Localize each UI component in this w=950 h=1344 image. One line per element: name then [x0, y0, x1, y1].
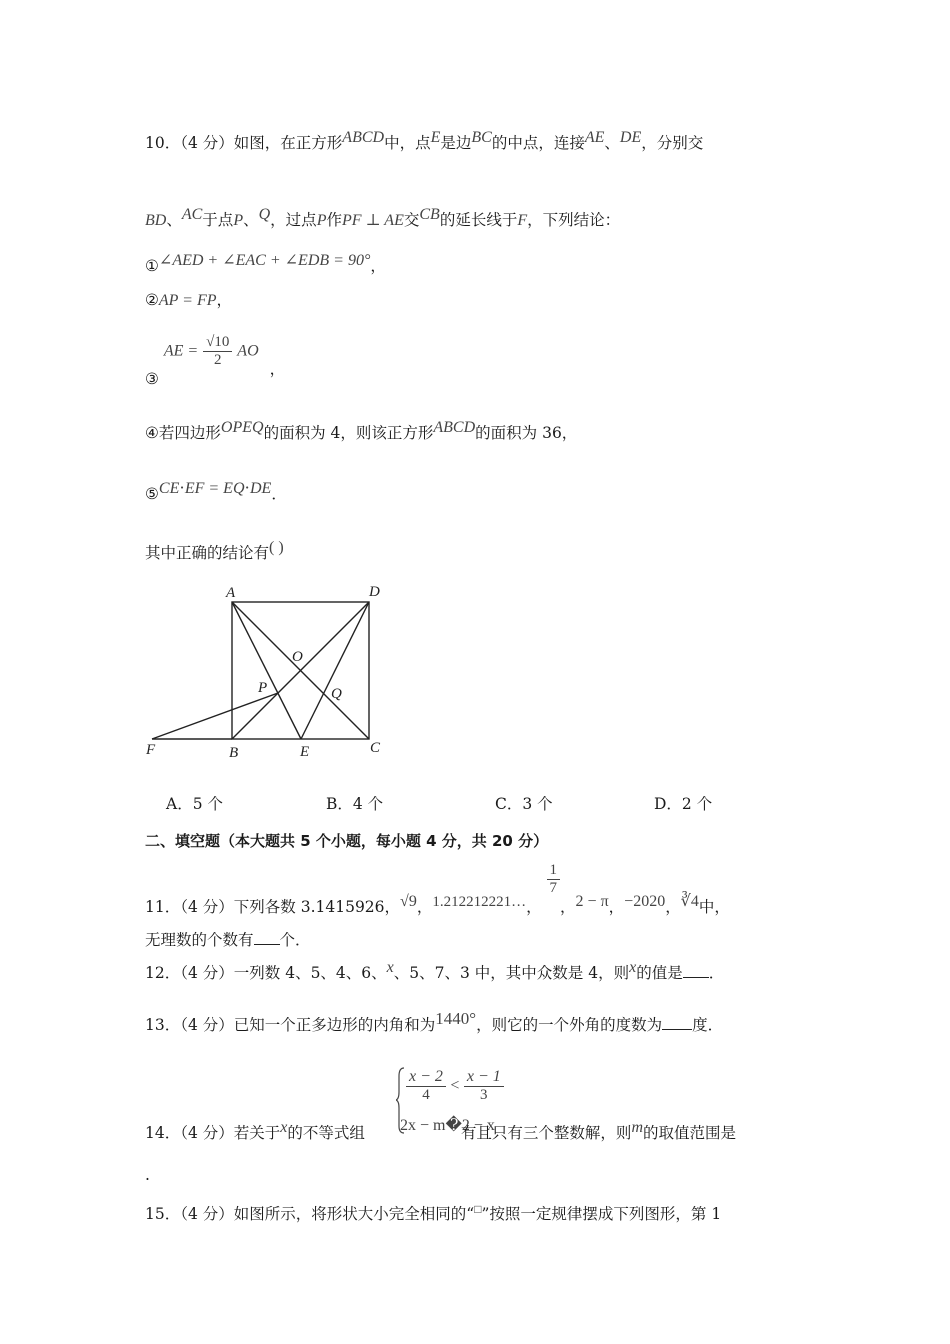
label-c: C [370, 740, 381, 756]
parallelogram-icon: □ [474, 1202, 482, 1216]
q14-line2: . [145, 1166, 150, 1184]
label-a: A [226, 585, 236, 601]
q11-line2: 无理数的个数有 个． [145, 931, 311, 949]
q10-question: 其中正确的结论有( ) [145, 539, 284, 562]
label-f: F [146, 742, 156, 758]
segment-ae [232, 602, 301, 739]
choice-c: C．3 个 [495, 795, 553, 813]
q13-line: 13．（4 分）已知一个正多边形的内角和为1440°，则它的一个外角的度数为 度． [145, 1009, 724, 1034]
label-d: D [369, 584, 380, 600]
label-p: P [258, 680, 268, 696]
answer-blank-11 [254, 930, 280, 945]
statement-1: ①∠AED + ∠EAC + ∠EDB = 90°， [145, 252, 386, 275]
answer-blank-12 [683, 963, 709, 978]
statement-4: ④若四边形OPEQ的面积为 4，则该正方形ABCD的面积为 36， [145, 419, 578, 442]
choice-d: D．2 个 [654, 795, 713, 813]
q10-line1: 10．（4 分）如图，在正方形ABCD中，点E是边BC的中点，连接AE、DE，分别交 [145, 129, 704, 152]
label-b: B [229, 745, 239, 761]
segment-de [301, 602, 369, 739]
q15-line: 15．（4 分）如图所示，将形状大小完全相同的“□”按照一定规律摆成下列图形，第 1 [145, 1202, 722, 1223]
fraction-one-seventh: $\frac{1}{7}$ [547, 862, 561, 897]
q12-line: 12．（4 分）一列数 4、5、4、6、x、5、7、3 中，其中众数是 4，则x的值是 ． [145, 959, 725, 982]
statement-2: ②AP = FP， [145, 291, 233, 309]
q14-line: 14．（4 分）若关于x的不等式组 有且只有三个整数解，则m的取值范围是 [145, 1119, 737, 1142]
q11-line1: 11．（4 分）下列各数 3.1415926，√9，1.212212221…， $\frac{1}{7}$ ，2 − π，−2020，∛4中， [145, 862, 730, 916]
statement-3: ③ AE = $\frac{√10}{2}$ AO ， [145, 334, 286, 388]
sqrt10-over-2: $\frac{√10}{2}$ [203, 334, 232, 369]
geometry-figure [140, 580, 400, 770]
answer-blank-13 [662, 1015, 692, 1030]
q10-line2: BD、AC于点P、Q，过点P作PF ⊥ AE交CB的延长线于F，下列结论： [145, 206, 621, 229]
section-title: 二、填空题（本大题共 5 个小题，每小题 4 分，共 20 分） [145, 832, 549, 850]
inequality-2: 2x − m�2 − x [400, 1117, 495, 1134]
label-q: Q [331, 686, 342, 702]
label-o: O [292, 649, 303, 665]
label-e: E [300, 744, 310, 760]
choice-a: A．5 个 [166, 795, 223, 813]
segment-fp [152, 693, 278, 739]
statement-5: ⑤CE⋅EF = EQ⋅DE． [145, 480, 287, 503]
inequality-1: $\frac{x - 2}{4}$ < $\frac{x - 1}{3}$ [406, 1068, 504, 1104]
choice-b: B．4 个 [326, 795, 384, 813]
